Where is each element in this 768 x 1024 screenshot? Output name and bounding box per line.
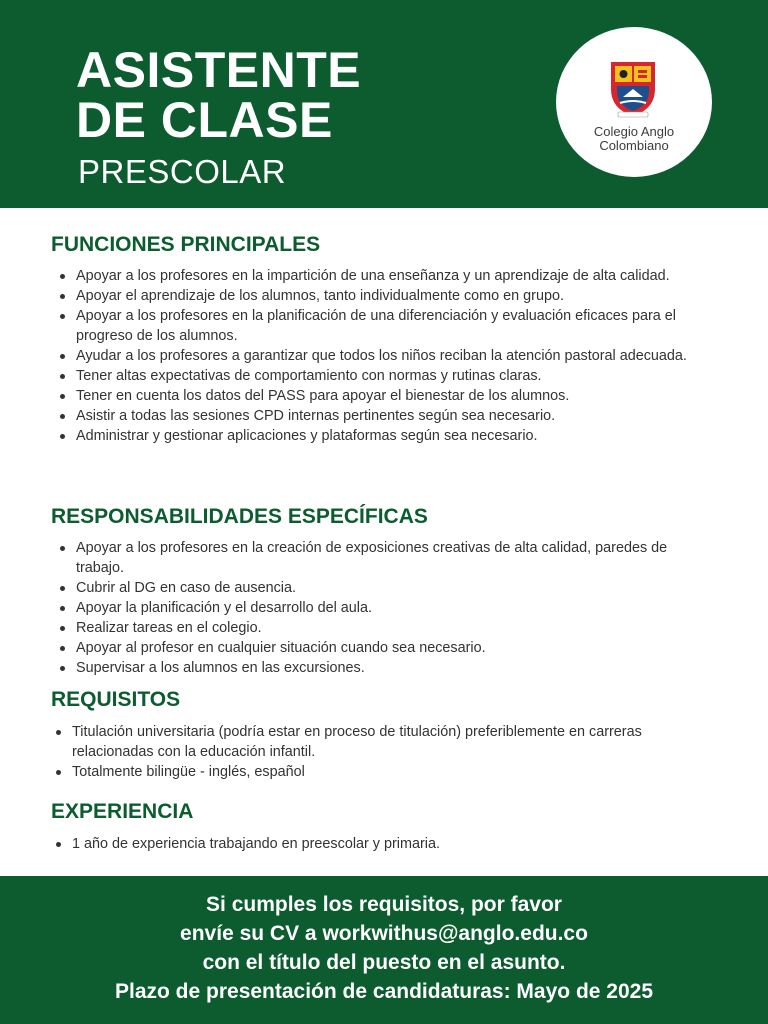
list-item: Titulación universitaria (podría estar en proceso de titulación) preferiblemente en carreras relacionadas con la educación infantil. [54, 722, 674, 762]
section-title-requisitos: REQUISITOS [51, 688, 181, 711]
list-item: Supervisar a los alumnos en las excursiones. [58, 658, 708, 678]
section-title-funciones: FUNCIONES PRINCIPALES [51, 233, 321, 256]
section-title-experiencia: EXPERIENCIA [51, 800, 194, 823]
school-crest-icon [608, 59, 658, 119]
logo-text [556, 125, 712, 153]
list-item: Apoyar a los profesores en la impartición de una enseñanza y un aprendizaje de alta calidad. [58, 266, 708, 286]
list-item: Administrar y gestionar aplicaciones y plataformas según sea necesario. [58, 426, 708, 446]
footer-line1: Si cumples los requisitos, por favor [206, 893, 562, 916]
list-item: Apoyar a los profesores en la creación de exposiciones creativas de alta calidad, paredes de trabajo. [58, 538, 708, 578]
list-item: Totalmente bilingüe - inglés, español [54, 762, 674, 782]
list-item: Ayudar a los profesores a garantizar que todos los niños reciban la atención pastoral adecuada. [58, 346, 708, 366]
footer-banner [0, 876, 768, 1024]
page-subtitle: PRESCOLAR [78, 153, 287, 190]
school-logo [556, 27, 712, 177]
list-item: Apoyar el aprendizaje de los alumnos, tanto individualmente como en grupo. [58, 286, 708, 306]
list-responsabilidades [58, 538, 708, 678]
list-funciones [58, 266, 708, 446]
header-banner [0, 0, 768, 208]
list-item: Asistir a todas las sesiones CPD internas pertinentes según sea necesario. [58, 406, 708, 426]
list-requisitos [54, 722, 674, 782]
footer-line2: envíe su CV a workwithus@anglo.edu.co [180, 922, 588, 945]
logo-line1: Colegio Anglo [593, 124, 675, 139]
list-item: Cubrir al DG en caso de ausencia. [58, 578, 708, 598]
footer-line3: con el título del puesto en el asunto. [202, 951, 566, 974]
list-item: 1 año de experiencia trabajando en preescolar y primaria. [54, 834, 704, 854]
page-title-line2: DE CLASE [76, 92, 333, 148]
list-item: Tener en cuenta los datos del PASS para apoyar el bienestar de los alumnos. [58, 386, 708, 406]
list-item: Realizar tareas en el colegio. [58, 618, 708, 638]
list-item: Apoyar a los profesores en la planificación de una diferenciación y evaluación eficaces para el progreso de los alumnos. [58, 306, 708, 346]
list-experiencia [54, 834, 704, 854]
logo-line2: Colombiano [599, 138, 669, 153]
page-title-line1: ASISTENTE [76, 42, 362, 98]
list-item: Apoyar la planificación y el desarrollo del aula. [58, 598, 708, 618]
section-title-responsabilidades: RESPONSABILIDADES ESPECÍFICAS [51, 505, 428, 528]
list-item: Apoyar al profesor en cualquier situación cuando sea necesario. [58, 638, 708, 658]
list-item: Tener altas expectativas de comportamiento con normas y rutinas claras. [58, 366, 708, 386]
footer-line4: Plazo de presentación de candidaturas: Mayo de 2025 [114, 980, 653, 1003]
